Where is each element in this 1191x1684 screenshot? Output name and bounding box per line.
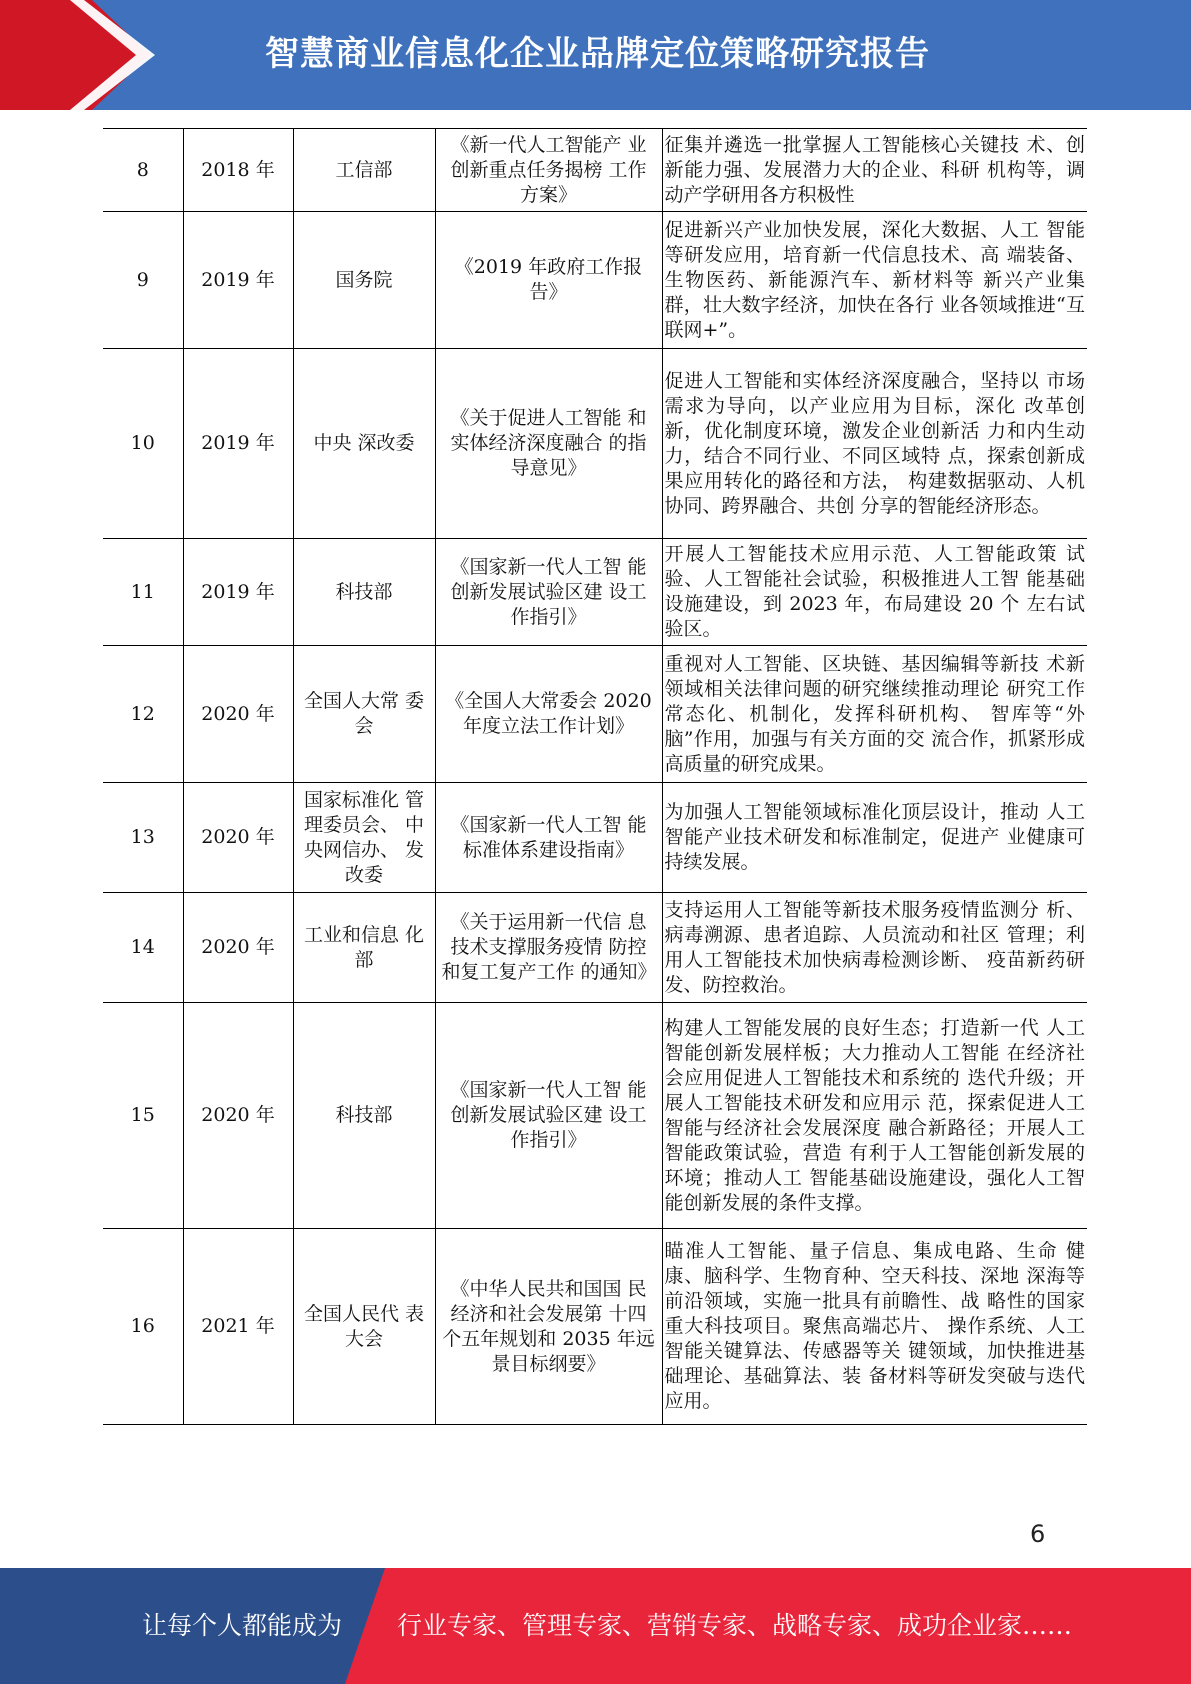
row-year: 2020 年 <box>183 646 293 783</box>
row-number: 10 <box>103 349 183 539</box>
row-department: 中央 深改委 <box>293 349 435 539</box>
row-department: 工业和信息 化部 <box>293 893 435 1003</box>
table-row <box>103 893 1087 1003</box>
page-header <box>0 0 1191 110</box>
row-department: 科技部 <box>293 1003 435 1229</box>
policy-table <box>103 128 1087 1425</box>
row-year: 2021 年 <box>183 1229 293 1425</box>
row-department: 国务院 <box>293 212 435 349</box>
table-row <box>103 1229 1087 1425</box>
page-footer <box>0 1568 1191 1684</box>
page-number: 6 <box>1030 1520 1046 1548</box>
report-title: 智慧商业信息化企业品牌定位策略研究报告 <box>265 34 930 74</box>
row-document: 《新一代人工智能产 业创新重点任务揭榜 工作方案》 <box>435 129 662 212</box>
row-department: 科技部 <box>293 539 435 646</box>
row-description: 促进新兴产业加快发展，深化大数据、人工 智能等研发应用，培育新一代信息技术、高 端装备、生物医药、新能源汽车、新材料等 新兴产业集群，壮大数字经济，加快在各行 业各领域推进“互联网+”。 <box>662 212 1087 349</box>
table-row <box>103 129 1087 212</box>
row-number: 13 <box>103 783 183 893</box>
row-number: 12 <box>103 646 183 783</box>
row-description: 瞄准人工智能、量子信息、集成电路、生命 健康、脑科学、生物育种、空天科技、深地 深海等前沿领域，实施一批具有前瞻性、战 略性的国家重大科技项目。聚焦高端芯片、 操作系统、人工智能关键算法、传感器等关 键领域，加快推进基础理论、基础算法、装 备材料等研发突破与迭代应用。 <box>662 1229 1087 1425</box>
footer-slogan-right: 行业专家、管理专家、营销专家、战略专家、成功企业家…… <box>397 1611 1073 1640</box>
policy-table-container <box>103 128 1087 1425</box>
table-row <box>103 349 1087 539</box>
footer-slogan-left: 让每个人都能成为 <box>142 1611 343 1640</box>
row-year: 2020 年 <box>183 783 293 893</box>
row-number: 11 <box>103 539 183 646</box>
row-document: 《关于运用新一代信 息技术支撑服务疫情 防控和复工复产工作 的通知》 <box>435 893 662 1003</box>
row-department: 全国人民代 表大会 <box>293 1229 435 1425</box>
row-year: 2019 年 <box>183 212 293 349</box>
row-document: 《国家新一代人工智 能创新发展试验区建 设工作指引》 <box>435 539 662 646</box>
row-description: 构建人工智能发展的良好生态；打造新一代 人工智能创新发展样板；大力推动人工智能 在经济社会应用促进人工智能技术和系统的 迭代升级；开展人工智能技术研发和应用示 范，探索促进人工智能与经济社会发展深度 融合新路径；开展人工智能政策试验，营造 有利于人工智能创新发展的环境；推动人工 智能基础设施建设，强化人工智能创新发展的条件支撑。 <box>662 1003 1087 1229</box>
row-number: 8 <box>103 129 183 212</box>
table-row <box>103 783 1087 893</box>
row-document: 《中华人民共和国国 民经济和社会发展第 十四个五年规划和 2035 年远景目标纲要》 <box>435 1229 662 1425</box>
row-number: 16 <box>103 1229 183 1425</box>
row-number: 15 <box>103 1003 183 1229</box>
row-year: 2019 年 <box>183 349 293 539</box>
row-year: 2020 年 <box>183 893 293 1003</box>
row-document: 《关于促进人工智能 和实体经济深度融合 的指导意见》 <box>435 349 662 539</box>
row-department: 全国人大常 委会 <box>293 646 435 783</box>
table-row <box>103 539 1087 646</box>
row-document: 《2019 年政府工作报告》 <box>435 212 662 349</box>
row-year: 2019 年 <box>183 539 293 646</box>
table-row <box>103 646 1087 783</box>
row-year: 2018 年 <box>183 129 293 212</box>
row-document: 《国家新一代人工智 能创新发展试验区建 设工作指引》 <box>435 1003 662 1229</box>
table-row <box>103 212 1087 349</box>
row-description: 征集并遴选一批掌握人工智能核心关键技 术、创新能力强、发展潜力大的企业、科研 机构等，调动产学研用各方积极性 <box>662 129 1087 212</box>
row-number: 9 <box>103 212 183 349</box>
row-description: 重视对人工智能、区块链、基因编辑等新技 术新领域相关法律问题的研究继续推动理论 研究工作常态化、机制化，发挥科研机构、 智库等“外脑”作用，加强与有关方面的交 流合作，抓紧形成高质量的研究成果。 <box>662 646 1087 783</box>
row-description: 开展人工智能技术应用示范、人工智能政策 试验、人工智能社会试验，积极推进人工智 能基础设施建设，到 2023 年，布局建设 20 个 左右试验区。 <box>662 539 1087 646</box>
row-year: 2020 年 <box>183 1003 293 1229</box>
row-description: 支持运用人工智能等新技术服务疫情监测分 析、病毒溯源、患者追踪、人员流动和社区 管理；利用人工智能技术加快病毒检测诊断、 疫苗新药研发、防控救治。 <box>662 893 1087 1003</box>
row-department: 国家标准化 管理委员会、 中央网信办、 发改委 <box>293 783 435 893</box>
header-red-arrow <box>0 0 150 110</box>
row-department: 工信部 <box>293 129 435 212</box>
row-document: 《全国人大常委会 2020 年度立法工作计划》 <box>435 646 662 783</box>
table-row <box>103 1003 1087 1229</box>
row-document: 《国家新一代人工智 能标准体系建设指南》 <box>435 783 662 893</box>
row-description: 促进人工智能和实体经济深度融合，坚持以 市场需求为导向，以产业应用为目标，深化 改革创新，优化制度环境，激发企业创新活 力和内生动力，结合不同行业、不同区域特 点，探索创新成果应用转化的路径和方法， 构建数据驱动、人机协同、跨界融合、共创 分享的智能经济形态。 <box>662 349 1087 539</box>
row-description: 为加强人工智能领域标准化顶层设计，推动 人工智能产业技术研发和标准制定，促进产 业健康可持续发展。 <box>662 783 1087 893</box>
row-number: 14 <box>103 893 183 1003</box>
